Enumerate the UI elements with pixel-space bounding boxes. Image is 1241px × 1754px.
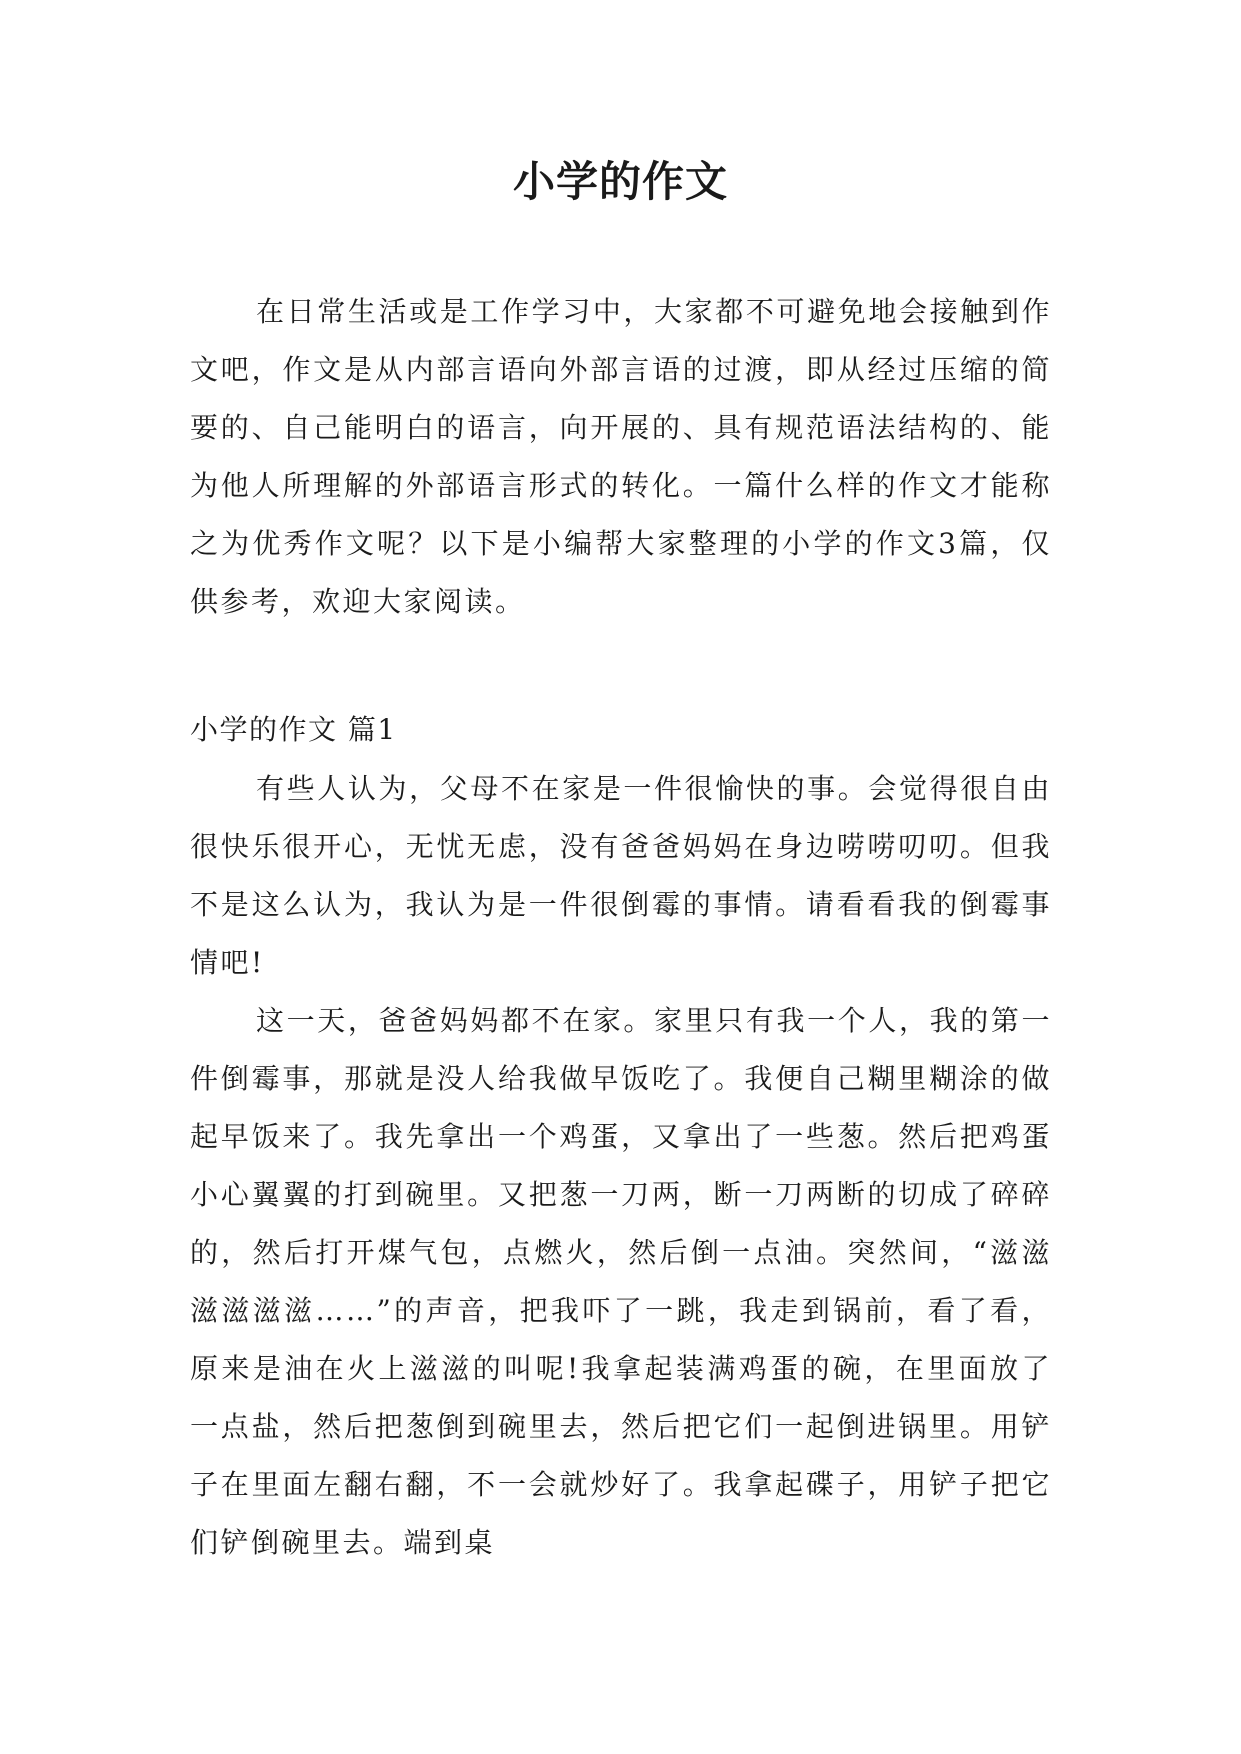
intro-paragraph: 在日常生活或是工作学习中，大家都不可避免地会接触到作文吧，作文是从内部言语向外部言语的过渡，即从经过压缩的简要的、自己能明白的语言，向开展的、具有规范语法结构的、能为他人所理解的外部语言形式的转化。一篇什么样的作文才能称之为优秀作文呢？以下是小编帮大家整理的小学的作文3篇，仅供参考，欢迎大家阅读。	[190, 295, 1052, 618]
body-paragraph: 有些人认为，父母不在家是一件很愉快的事。会觉得很自由很快乐很开心，无忧无虑，没有爸爸妈妈在身边唠唠叨叨。但我不是这么认为，我认为是一件很倒霉的事情。请看看我的倒霉事情吧!	[190, 772, 1052, 979]
document-title: 小学的作文	[512, 157, 728, 206]
section-heading: 小学的作文 篇1	[190, 713, 397, 746]
body-paragraph: 这一天，爸爸妈妈都不在家。家里只有我一个人，我的第一件倒霉事，那就是没人给我做早饭吃了。我便自己糊里糊涂的做起早饭来了。我先拿出一个鸡蛋，又拿出了一些葱。然后把鸡蛋小心翼翼的打到碗里。又把葱一刀两，断一刀两断的切成了碎碎的，然后打开煤气包，点燃火，然后倒一点油。突然间，“滋滋滋滋滋滋……”的声音，把我吓了一跳，我走到锅前，看了看，原来是油在火上滋滋的叫呢!我拿起装满鸡蛋的碗，在里面放了一点盐，然后把葱倒到碗里去，然后把它们一起倒进锅里。用铲子在里面左翻右翻，不一会就炒好了。我拿起碟子，用铲子把它们铲倒碗里去。端到桌	[190, 1004, 1052, 1559]
